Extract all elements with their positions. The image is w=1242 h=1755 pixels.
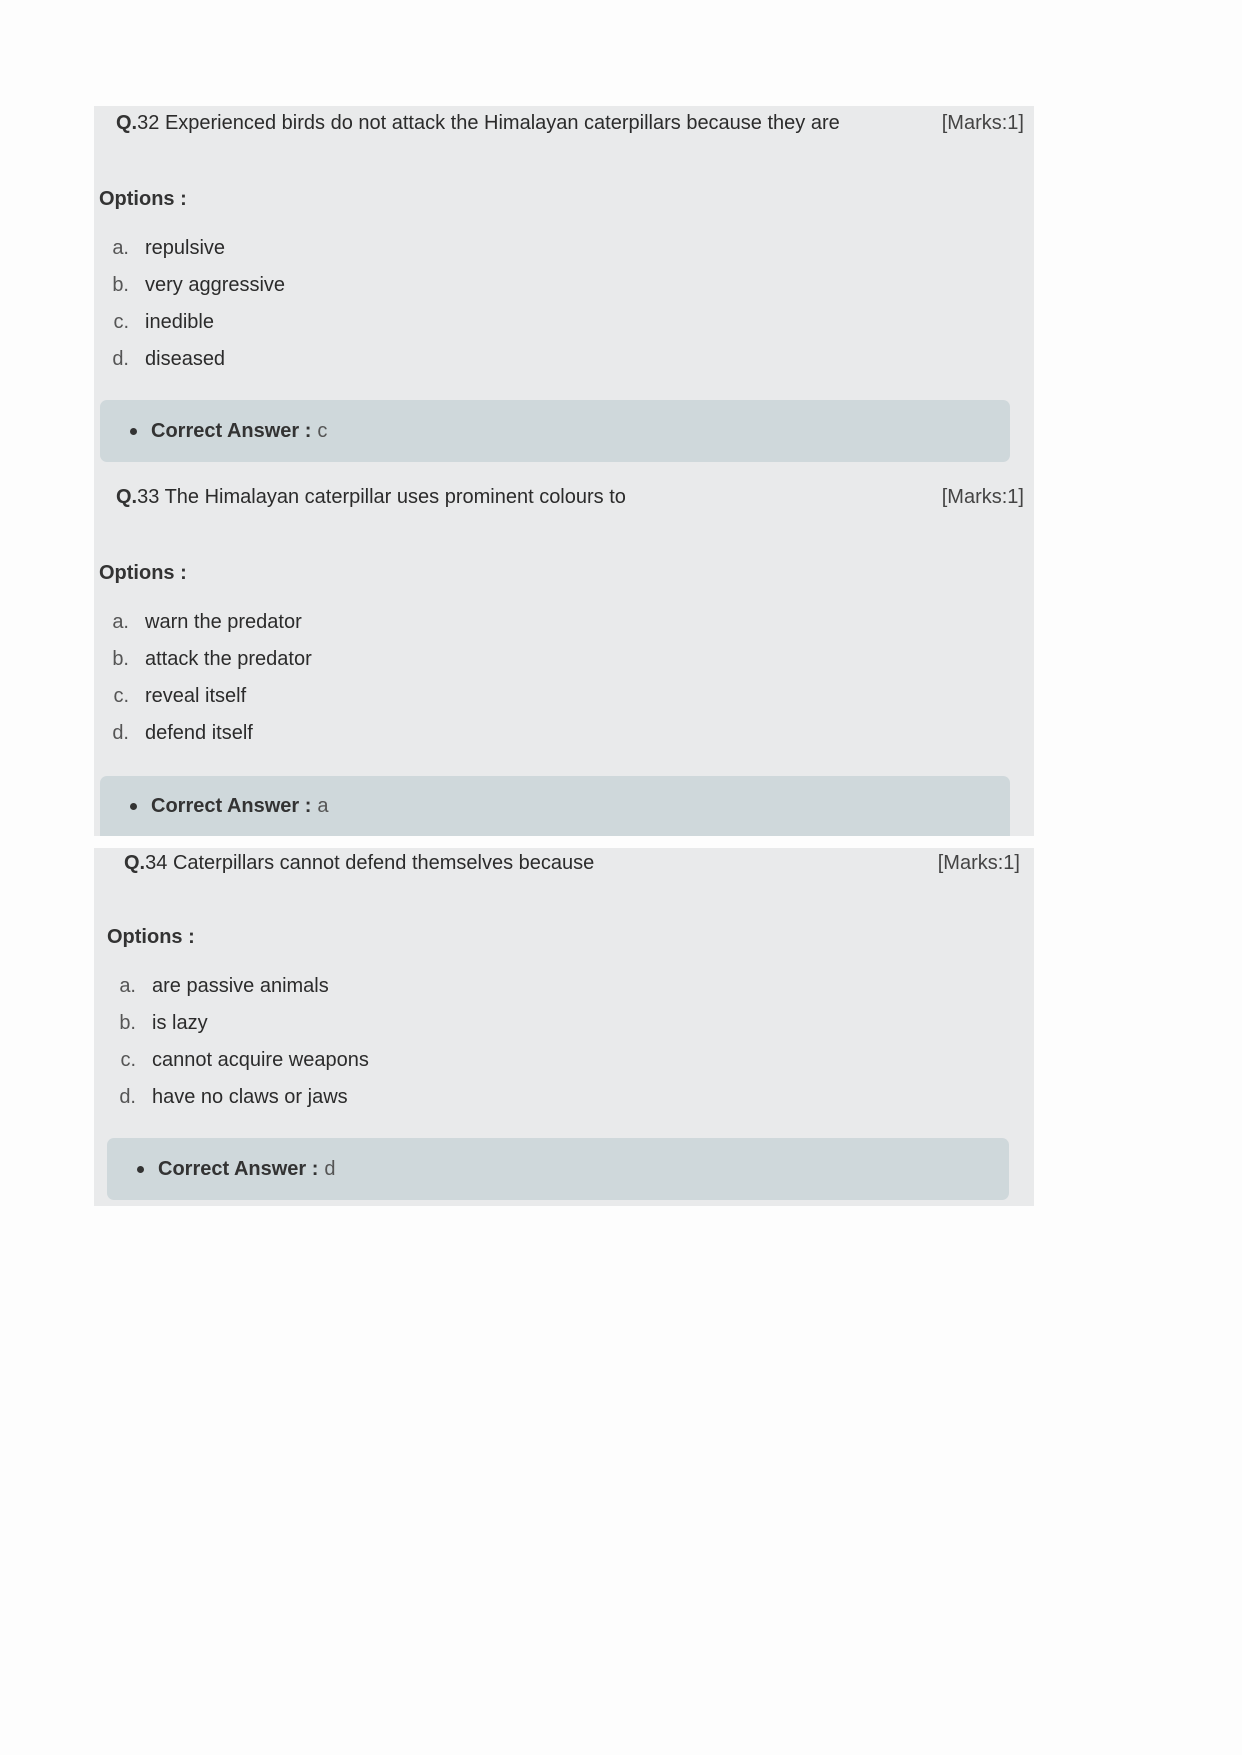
option-text: are passive animals — [152, 975, 329, 997]
option-letter: c. — [113, 311, 129, 333]
option-item — [101, 1042, 369, 1079]
option-letter: b. — [112, 648, 129, 670]
question-text: Caterpillars cannot defend themselves because — [172, 852, 595, 874]
question-label: Q. — [116, 112, 138, 134]
bullet-icon — [137, 1166, 144, 1173]
question-label: Q. — [116, 486, 138, 508]
question-number: 33 — [137, 486, 160, 508]
answer-label: Correct Answer : — [151, 794, 312, 817]
answer-value: d — [324, 1157, 336, 1180]
option-letter: b. — [119, 1012, 136, 1034]
answer-value: a — [317, 794, 329, 817]
question-32-options — [94, 230, 285, 378]
option-item — [94, 604, 312, 641]
question-text: Experienced birds do not attack the Himalayan caterpillars because they are — [164, 112, 840, 134]
option-text: diseased — [145, 348, 226, 370]
option-letter: a. — [119, 975, 136, 997]
option-text: have no claws or jaws — [152, 1086, 348, 1108]
option-text: warn the predator — [145, 611, 302, 633]
option-letter: c. — [113, 685, 129, 707]
question-panel-group — [94, 106, 1034, 836]
option-text: defend itself — [145, 722, 253, 744]
option-letter: d. — [119, 1086, 136, 1108]
question-33-title — [116, 482, 626, 512]
option-letter: d. — [112, 348, 129, 370]
option-letter: a. — [112, 611, 129, 633]
question-34-options — [101, 968, 369, 1116]
question-34-title — [124, 848, 594, 878]
question-33-marks: [Marks:1] — [941, 486, 1024, 508]
question-number: 32 — [137, 112, 160, 134]
question-32-correct-answer — [100, 400, 1010, 462]
question-34-correct-answer — [107, 1138, 1009, 1200]
question-32-marks: [Marks:1] — [941, 112, 1024, 134]
option-item — [94, 267, 285, 304]
question-label: Q. — [124, 852, 146, 874]
option-text: reveal itself — [145, 685, 247, 707]
option-item — [94, 678, 312, 715]
option-letter: a. — [112, 237, 129, 259]
option-text: very aggressive — [145, 274, 286, 296]
option-text: cannot acquire weapons — [152, 1049, 369, 1071]
question-33-correct-answer — [100, 776, 1010, 836]
option-letter: c. — [120, 1049, 136, 1071]
option-item — [94, 304, 285, 341]
option-item — [94, 641, 312, 678]
option-item — [94, 715, 312, 752]
option-text: attack the predator — [145, 648, 312, 670]
option-item — [101, 968, 369, 1005]
question-33-options-title: Options : — [99, 562, 187, 584]
bullet-icon — [130, 803, 137, 810]
question-text: The Himalayan caterpillar uses prominent colours to — [164, 486, 626, 508]
option-letter: d. — [112, 722, 129, 744]
question-34-options-title: Options : — [107, 926, 195, 948]
question-panel-34 — [94, 848, 1034, 1206]
option-letter: b. — [112, 274, 129, 296]
option-text: is lazy — [152, 1012, 208, 1034]
answer-value: c — [317, 419, 328, 442]
question-32-options-title: Options : — [99, 188, 187, 210]
question-number: 34 — [145, 852, 168, 874]
option-item — [101, 1079, 369, 1116]
question-32-title — [116, 108, 840, 138]
option-item — [94, 341, 285, 378]
option-item — [101, 1005, 369, 1042]
option-text: inedible — [145, 311, 214, 333]
answer-label: Correct Answer : — [158, 1157, 319, 1180]
question-34-marks: [Marks:1] — [937, 852, 1020, 874]
option-item — [94, 230, 285, 267]
answer-label: Correct Answer : — [151, 419, 312, 442]
bullet-icon — [130, 428, 137, 435]
question-33-options — [94, 604, 312, 752]
option-text: repulsive — [145, 237, 226, 259]
